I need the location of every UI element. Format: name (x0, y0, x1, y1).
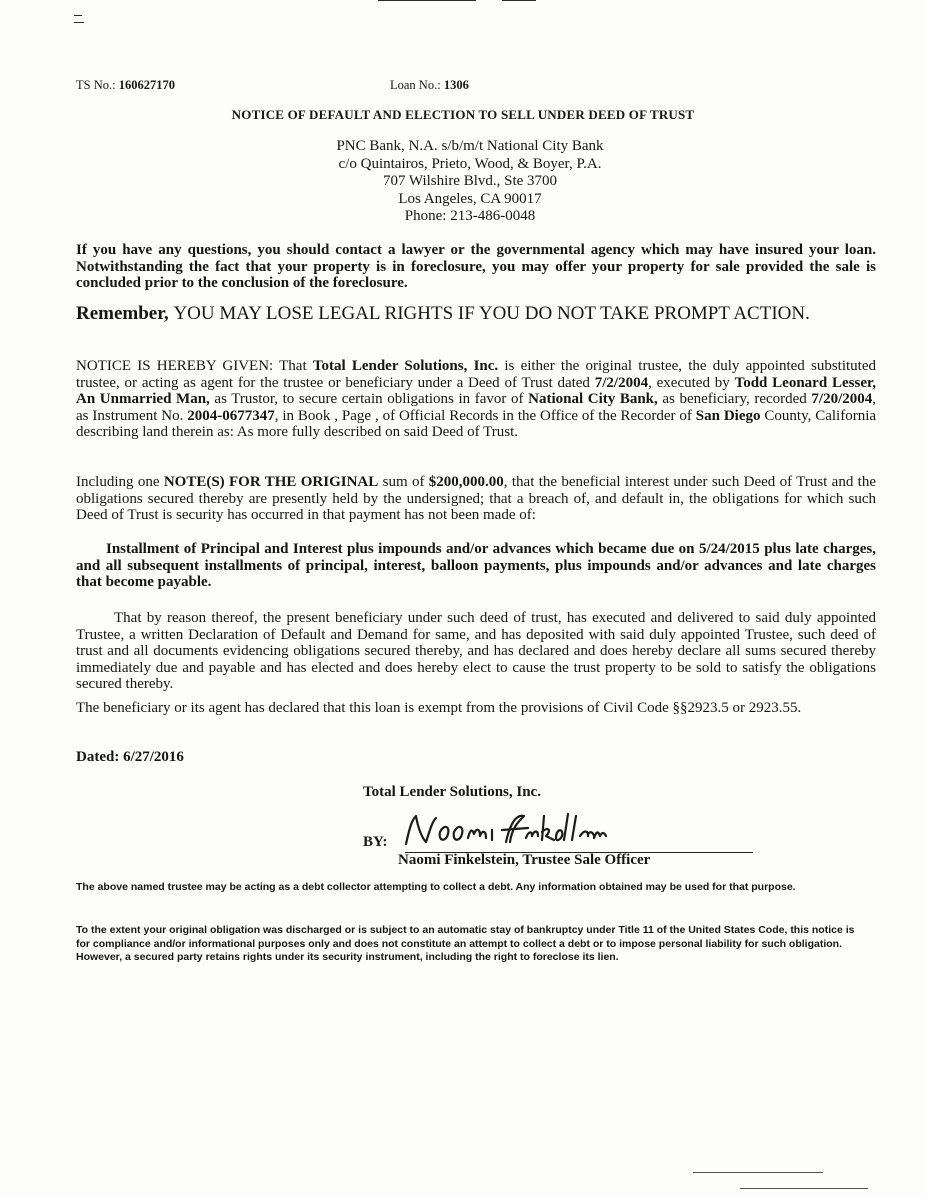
address-line: Phone: 213-486-0048 (404, 208, 536, 224)
scan-line-bottom-2 (740, 1188, 868, 1189)
signature-company: Total Lender Solutions, Inc. (363, 784, 541, 800)
scan-line-bottom-1 (693, 1172, 823, 1173)
warning-paragraph: If you have any questions, you should contact a lawyer or the governmental agency which may have insured your loan. Notwithstanding the fact that your property is in foreclosure, you may offer your property for sale provided the sale is concluded prior to the conclusion of the foreclosure. (76, 242, 876, 291)
loan-number (390, 78, 469, 93)
address-line: c/o Quintairos, Prieto, Wood, & Boyer, P.A. (338, 155, 602, 172)
including-text: , that the beneficial interest under such Deed of Trust and the obligations secured thereby are presently held by the undersigned; that a breach of, and default in, the obligations for which such Deed of Trust is security has occurred in that payment has not been made of: (76, 474, 876, 523)
recorded-date: 7/20/2004 (811, 391, 873, 407)
scan-mark (74, 12, 84, 26)
trustor-name: Todd Leonard Lesser, An Unmarried Man, (76, 374, 877, 407)
ts-value: 160627170 (118, 78, 175, 92)
notice-paragraph (76, 358, 876, 441)
ts-number (76, 78, 175, 93)
reason-paragraph: That by reason thereof, the present beneficiary under such deed of trust, has executed and delivered to said duly appointed Trustee, a written Declaration of Default and Demand for same, and has deposited with said duly appointed Trustee, such deed of trust and all documents evidencing obligations secured thereby, and has declared and does hereby declare all sums secured thereby immediately due and payable and has elected and does hereby elect to cause the trust property to be sold to satisfy the obligations secured thereby. (76, 610, 876, 692)
remember-text: YOU MAY LOSE LEGAL RIGHTS IF YOU DO NOT TAKE PROMPT ACTION. (173, 303, 810, 324)
scan-line-top-1 (378, 0, 476, 1)
handwritten-signature (398, 808, 608, 856)
address-line: 707 Wilshire Blvd., Ste 3700 (382, 173, 558, 189)
ts-label: TS No.: (76, 78, 116, 92)
by-label: BY: (363, 834, 388, 850)
original-amount: $200,000.00 (428, 474, 504, 490)
document-title: NOTICE OF DEFAULT AND ELECTION TO SELL UNDER DEED OF TRUST (231, 107, 695, 122)
remember-heading (76, 304, 876, 324)
notice-text: is either the original trustee, the duly appointed substituted trustee, or acting as agent for the trustee or beneficiary under a Deed of Trust dated (76, 358, 876, 391)
signer-name: Naomi Finkelstein, Trustee Sale Officer (398, 852, 651, 868)
notice-text: , in Book , Page , of Official Records in the Office of the Recorder of (274, 407, 692, 424)
including-paragraph (76, 474, 876, 524)
lender-address (300, 138, 640, 226)
bankruptcy-disclaimer: To the extent your original obligation was discharged or is subject to an automatic stay of bankruptcy under Title 11 of the United States Code, this notice is for compliance and/or informational purposes only and does not constitute an attempt to collect a debt or to impose personal liability for such obligation. However, a secured party retains rights under its security instrument, including the right to foreclose its lien. (76, 924, 855, 963)
notice-text: , as Instrument No. (76, 391, 876, 424)
debt-collector-disclaimer: The above named trustee may be acting as a debt collector attempting to collect a debt. Any information obtained may be used for that purpose. (76, 881, 796, 893)
deed-date: 7/2/2004 (594, 374, 649, 391)
note-label: NOTE(S) FOR THE ORIGINAL (163, 474, 379, 490)
loan-label: Loan No.: (390, 78, 441, 92)
loan-value: 1306 (443, 78, 469, 92)
instrument-number: 2004-0677347 (187, 407, 275, 424)
county-name: San Diego (695, 407, 761, 424)
scan-line-top-2 (502, 0, 536, 1)
dated-line: Dated: 6/27/2016 (76, 749, 184, 765)
address-line: PNC Bank, N.A. s/b/m/t National City Bank (336, 138, 604, 154)
notice-text: County, California describing land therein as: As more fully described on said Deed of Trust. (76, 407, 877, 440)
trustee-name: Total Lender Solutions, Inc. (312, 358, 499, 374)
notice-text: as beneficiary, recorded (662, 391, 807, 407)
installment-paragraph: Installment of Principal and Interest plus impounds and/or advances which became due on 5/24/2015 plus late charges, and all subsequent installments of principal, interest, balloon payments, plus impounds and/or advances and late charges that become payable. (76, 541, 876, 590)
notice-text: , executed by (648, 374, 730, 391)
address-line: Los Angeles, CA 90017 (398, 190, 542, 207)
exempt-paragraph: The beneficiary or its agent has declared that this loan is exempt from the provisions of Civil Code §§2923.5 or 2923.55. (76, 700, 802, 716)
including-text: sum of (382, 474, 425, 490)
remember-prefix: Remember, (76, 303, 169, 324)
notice-text: NOTICE IS HEREBY GIVEN: That (76, 358, 307, 374)
beneficiary-name: National City Bank, (528, 391, 658, 407)
including-text: Including one (76, 474, 160, 490)
notice-text: as Trustor, to secure certain obligations in favor of (214, 391, 524, 407)
